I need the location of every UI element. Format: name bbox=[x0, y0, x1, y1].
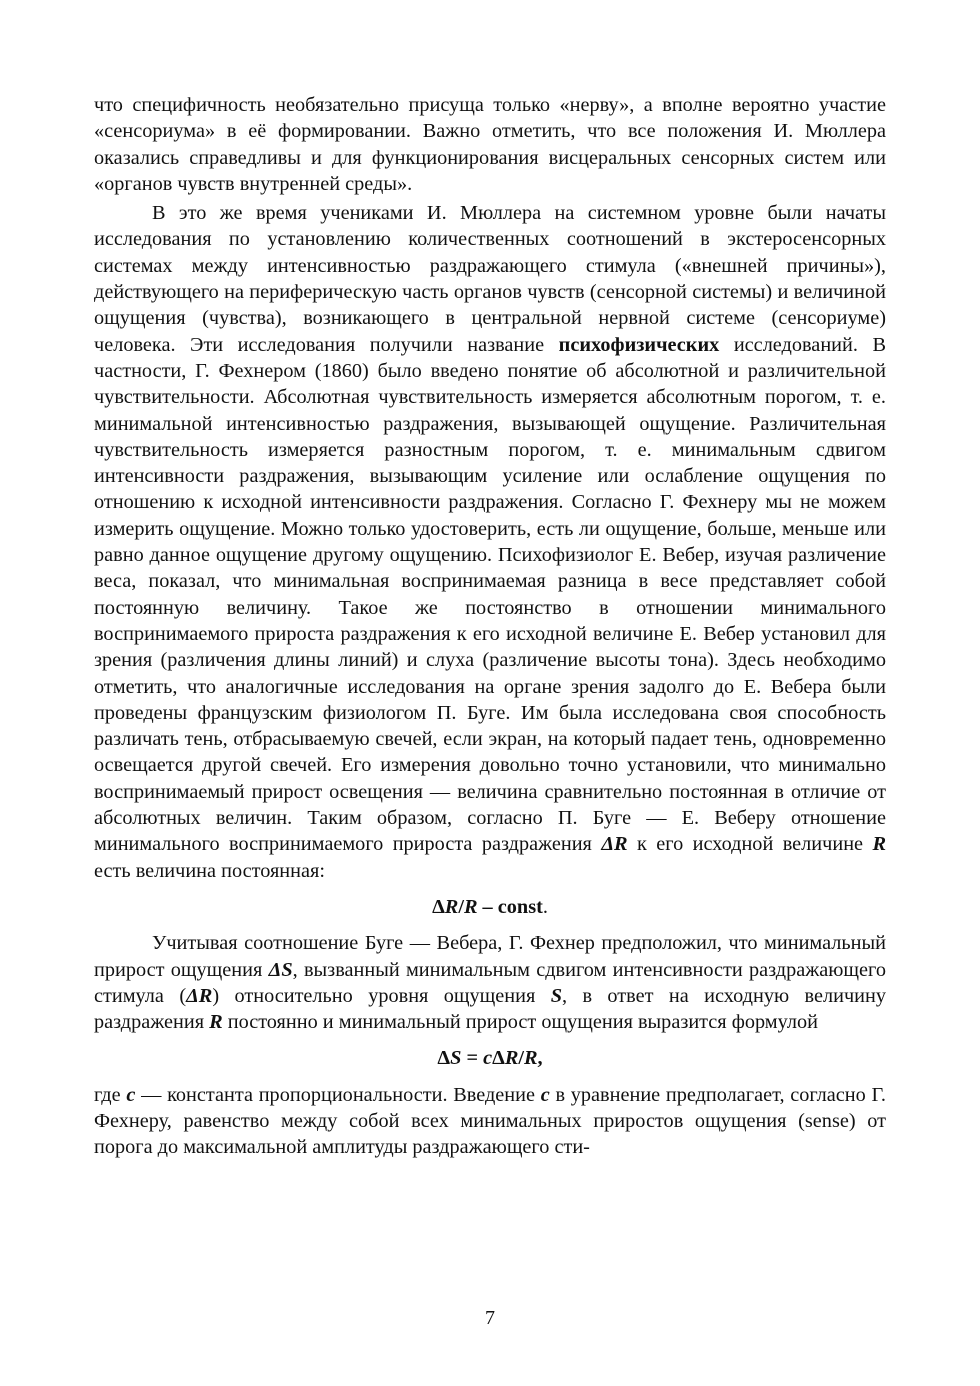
formula-1-delta: Δ bbox=[432, 895, 445, 918]
paragraph-2 bbox=[94, 200, 886, 884]
paragraph-4 bbox=[94, 1082, 886, 1161]
formula-2-delta-s: Δ bbox=[437, 1047, 451, 1070]
term-psychophysical: психофизических bbox=[558, 333, 720, 356]
symbol-c: c bbox=[540, 1083, 550, 1106]
symbol-delta-r: ΔR bbox=[186, 984, 213, 1007]
formula-2-r-numerator: R bbox=[504, 1047, 519, 1070]
paragraph-2-text-a: В это же время учениками И. Мюллера на системном уровне были начаты исследования по установлению количественных соотношений в экстеросенсорных системах между интенсивностью раздражающего стимула («внешней причины»), действующего на периферическую часть органов чувств (сенсорной системы) и величиной ощущения (чувства), возникающего в центральной нервной системе (сенсориуме) человека. Эти исследования получили название bbox=[94, 202, 886, 356]
formula-1-const: – const bbox=[477, 895, 543, 918]
symbol-r: R bbox=[872, 833, 887, 856]
document-page bbox=[94, 92, 886, 1161]
paragraph-2-text-b: исследований. В частности, Г. Фехнером (1860) было введено понятие об абсолютной и различительной чувствительности. Абсолютная чувствительность измеряется абсолютным порогом, т. е. минимальной интенсивностью раздражения, вызывающей ощущение. Различительная чувствительность измеряется разностным порогом, т. е. минимальным сдвигом интенсивности раздражения, вызывающим усиление или ослабление ощущения по отношению к исходной интенсивности раздражения. Согласно Г. Фехнеру мы не можем измерить ощущение. Можно только удостоверить, есть ли ощущение, больше, меньше или равно данное ощущение другому ощущению. Психофизиолог Е. Вебер, изучая различение веса, показал, что минимальная воспринимаемая разница в весе представляет собой постоянную величину. Такое же постоянство в отношении минимального воспринимаемого прироста раздражения к его исходной величине Е. Вебер установил для зрения (различения длины линий) и слуха (различение высоты тона). Здесь необходимо отметить, что аналогичные исследования на органе зрения задолго до Е. Вебера были проведены французским физиологом П. Буге. Им была исследована своя способность различать тень, отбрасываемую свечей, если экран, на который падает тень, одновременно освещается другой свечей. Его измерения довольно точно установили, что минимально воспринимаемый прирост освещения — величина сравнительно постоянная в отличие от абсолютных величин. Таким образом, согласно П. Буге — Е. Веберу отношение минимального воспринимаемого прироста раздражения bbox=[94, 333, 886, 856]
paragraph-3-text-b: , вызванный минимальным сдвигом интенсивности раздражающего стимула ( bbox=[94, 958, 886, 1007]
paragraph-3-text-c: ) относительно уровня ощущения bbox=[212, 984, 551, 1007]
paragraph-3-text-e: постоянно и минимальный прирост ощущения выразится формулой bbox=[222, 1011, 819, 1034]
paragraph-4-text-a: где bbox=[94, 1083, 127, 1106]
symbol-delta-r: ΔR bbox=[601, 833, 628, 856]
symbol-r: R bbox=[209, 1011, 223, 1034]
formula-2-c: c bbox=[483, 1047, 493, 1070]
formula-2-comma: , bbox=[537, 1047, 543, 1070]
symbol-c: c bbox=[126, 1083, 136, 1106]
page-number: 7 bbox=[485, 1307, 495, 1329]
formula-1-dot: . bbox=[542, 895, 548, 918]
formula-1-slash: / bbox=[458, 895, 464, 918]
paragraph-3 bbox=[94, 930, 886, 1035]
paragraph-4-text-c: в уравнение предполагает, согласно Г. Фехнеру, равенство между собой всех минимальных приростов ощущения (sense) от порога до максимальной амплитуды раздражающего сти- bbox=[94, 1083, 887, 1159]
formula-fechner bbox=[94, 1045, 886, 1071]
symbol-s: S bbox=[550, 984, 562, 1007]
formula-1-r-denominator: R bbox=[463, 895, 478, 918]
paragraph-4-text-b: — константа пропорциональности. Введение bbox=[135, 1083, 541, 1106]
formula-weber-constant bbox=[94, 894, 886, 920]
formula-1-r-numerator: R bbox=[444, 895, 459, 918]
paragraph-3-text-d: , в ответ на исходную величину раздражения bbox=[94, 984, 886, 1034]
paragraph-2-text-d: есть величина постоянная: bbox=[94, 859, 325, 882]
paragraph-3-text-a: Учитывая соотношение Буге — Вебера, Г. Фехнер предположил, что минимальный прирост ощущения bbox=[94, 932, 886, 981]
formula-2-r-denominator: R bbox=[524, 1047, 538, 1070]
paragraph-1: что специфичность необязательно присуща только «нерву», а вполне вероятно участие «сенсориума» в её формировании. Важно отметить, что все положения И. Мюллера оказались справедливы и для функционирования висцеральных сенсорных систем или «органов чувств внутренней среды». bbox=[94, 94, 886, 195]
formula-2-s: S bbox=[450, 1047, 462, 1070]
formula-2-delta-r: Δ bbox=[492, 1047, 505, 1070]
paragraph-2-text-c: к его исходной величине bbox=[627, 833, 873, 856]
formula-2-slash: / bbox=[518, 1047, 524, 1070]
symbol-delta-s: ΔS bbox=[268, 958, 293, 981]
formula-2-equals: = bbox=[461, 1047, 484, 1070]
